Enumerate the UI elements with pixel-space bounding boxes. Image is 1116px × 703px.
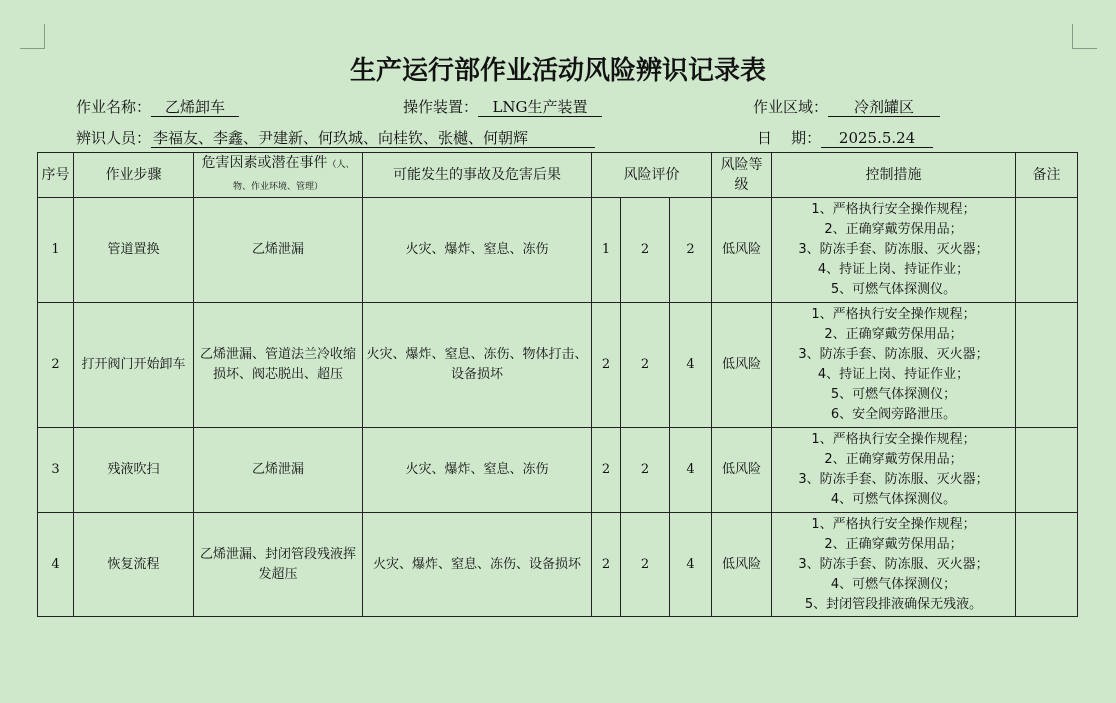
header-step: 作业步骤 (74, 153, 194, 198)
row-risk-level: 低风险 (712, 513, 772, 617)
row-hazard: 乙烯泄漏 (194, 428, 363, 513)
row-seq: 4 (38, 513, 74, 617)
area-field (753, 96, 940, 117)
row-likelihood: 2 (592, 303, 621, 428)
measure-item: 3、防冻手套、防冻服、灭火器； (798, 472, 989, 487)
row-severity: 2 (621, 303, 670, 428)
row-consequence: 火灾、爆炸、窒息、冻伤 (363, 198, 592, 303)
job-name-field (76, 96, 239, 117)
row-remark (1016, 198, 1078, 303)
table-header-row (38, 153, 1078, 198)
row-risk-level: 低风险 (712, 303, 772, 428)
row-step: 管道置换 (74, 198, 194, 303)
row-risk-level: 低风险 (712, 428, 772, 513)
row-risk-score: 4 (670, 303, 712, 428)
table-row (38, 303, 1078, 428)
row-consequence: 火灾、爆炸、窒息、冻伤、设备损坏 (363, 513, 592, 617)
table-row (38, 513, 1078, 617)
measure-item: 1、严格执行安全操作规程； (811, 432, 976, 447)
row-consequence: 火灾、爆炸、窒息、冻伤、物体打击、设备损坏 (363, 303, 592, 428)
row-severity: 2 (621, 198, 670, 303)
header-hazard-note: （人、物、作业环境、管理） (232, 160, 355, 192)
area-value: 冷剂罐区 (828, 98, 940, 117)
row-remark (1016, 428, 1078, 513)
measure-item: 2、正确穿戴劳保用品； (824, 452, 963, 467)
row-risk-score: 2 (670, 198, 712, 303)
header-consequence: 可能发生的事故及危害后果 (363, 153, 592, 198)
row-remark (1016, 303, 1078, 428)
row-risk-score: 4 (670, 513, 712, 617)
header-risk-eval: 风险评价 (592, 153, 712, 198)
header-risk-level: 风险等级 (712, 153, 772, 198)
measure-item: 2、正确穿戴劳保用品； (824, 536, 963, 552)
row-likelihood: 2 (592, 513, 621, 617)
measure-item: 2、正确穿戴劳保用品； (824, 222, 963, 237)
header-hazard (194, 153, 363, 198)
table-row (38, 428, 1078, 513)
row-hazard: 乙烯泄漏 (194, 198, 363, 303)
identifiers-field (76, 127, 595, 148)
measure-item: 1、严格执行安全操作规程； (811, 202, 976, 217)
row-risk-level: 低风险 (712, 198, 772, 303)
device-label: 操作装置： (403, 98, 479, 116)
page-corner-mark-top-left (20, 24, 45, 49)
row-likelihood: 2 (592, 428, 621, 513)
job-name-value: 乙烯卸车 (151, 98, 239, 117)
row-measures (772, 303, 1016, 428)
row-likelihood: 1 (592, 198, 621, 303)
measure-item: 3、防冻手套、防冻服、灭火器； (798, 556, 989, 572)
row-measures (772, 513, 1016, 617)
measure-item: 6、安全阀旁路泄压。 (830, 407, 957, 422)
row-hazard: 乙烯泄漏、封闭管段残液挥发超压 (194, 513, 363, 617)
header-seq: 序号 (38, 153, 74, 198)
row-step: 打开阀门开始卸车 (74, 303, 194, 428)
row-step: 残液吹扫 (74, 428, 194, 513)
row-severity: 2 (621, 513, 670, 617)
measure-item: 3、防冻手套、防冻服、灭火器； (798, 242, 989, 257)
header-remark: 备注 (1016, 153, 1078, 198)
measure-item: 4、持证上岗、持证作业； (817, 262, 970, 277)
measure-item: 5、封闭管段排液确保无残液。 (804, 596, 983, 612)
row-seq: 3 (38, 428, 74, 513)
document-title: 生产运行部作业活动风险辨识记录表 (349, 56, 766, 86)
header-hazard-main: 危害因素或潜在事件 (201, 155, 328, 171)
measure-item: 5、可燃气体探测仪。 (830, 282, 957, 297)
device-field (403, 96, 602, 117)
row-risk-score: 4 (670, 428, 712, 513)
job-name-label: 作业名称： (76, 98, 152, 116)
measure-item: 4、可燃气体探测仪； (830, 576, 957, 592)
table-row (38, 198, 1078, 303)
row-seq: 1 (38, 198, 74, 303)
header-measures: 控制措施 (772, 153, 1016, 198)
row-measures (772, 428, 1016, 513)
row-hazard: 乙烯泄漏、管道法兰冷收缩损坏、阀芯脱出、超压 (194, 303, 363, 428)
row-severity: 2 (621, 428, 670, 513)
measure-item: 2、正确穿戴劳保用品； (824, 327, 963, 342)
measure-item: 4、持证上岗、持证作业； (817, 367, 970, 382)
row-seq: 2 (38, 303, 74, 428)
measure-item: 5、可燃气体探测仪； (830, 387, 957, 402)
risk-identification-table (37, 152, 1078, 617)
identifiers-label: 辨识人员： (76, 129, 152, 147)
date-field (757, 127, 933, 148)
row-step: 恢复流程 (74, 513, 194, 617)
area-label: 作业区域： (753, 98, 829, 116)
measure-item: 1、严格执行安全操作规程； (811, 307, 976, 322)
page-corner-mark-top-right (1072, 24, 1097, 49)
row-consequence: 火灾、爆炸、窒息、冻伤 (363, 428, 592, 513)
device-value: LNG生产装置 (478, 98, 602, 117)
identifiers-value: 李福友、李鑫、尹建新、何玖城、向桂钦、张樾、何朝辉 (151, 129, 595, 148)
row-remark (1016, 513, 1078, 617)
row-measures (772, 198, 1016, 303)
date-label: 日 期： (757, 129, 822, 147)
measure-item: 3、防冻手套、防冻服、灭火器； (798, 347, 989, 362)
measure-item: 4、可燃气体探测仪。 (830, 492, 957, 507)
measure-item: 1、严格执行安全操作规程； (811, 516, 976, 532)
date-value: 2025.5.24 (821, 129, 933, 148)
